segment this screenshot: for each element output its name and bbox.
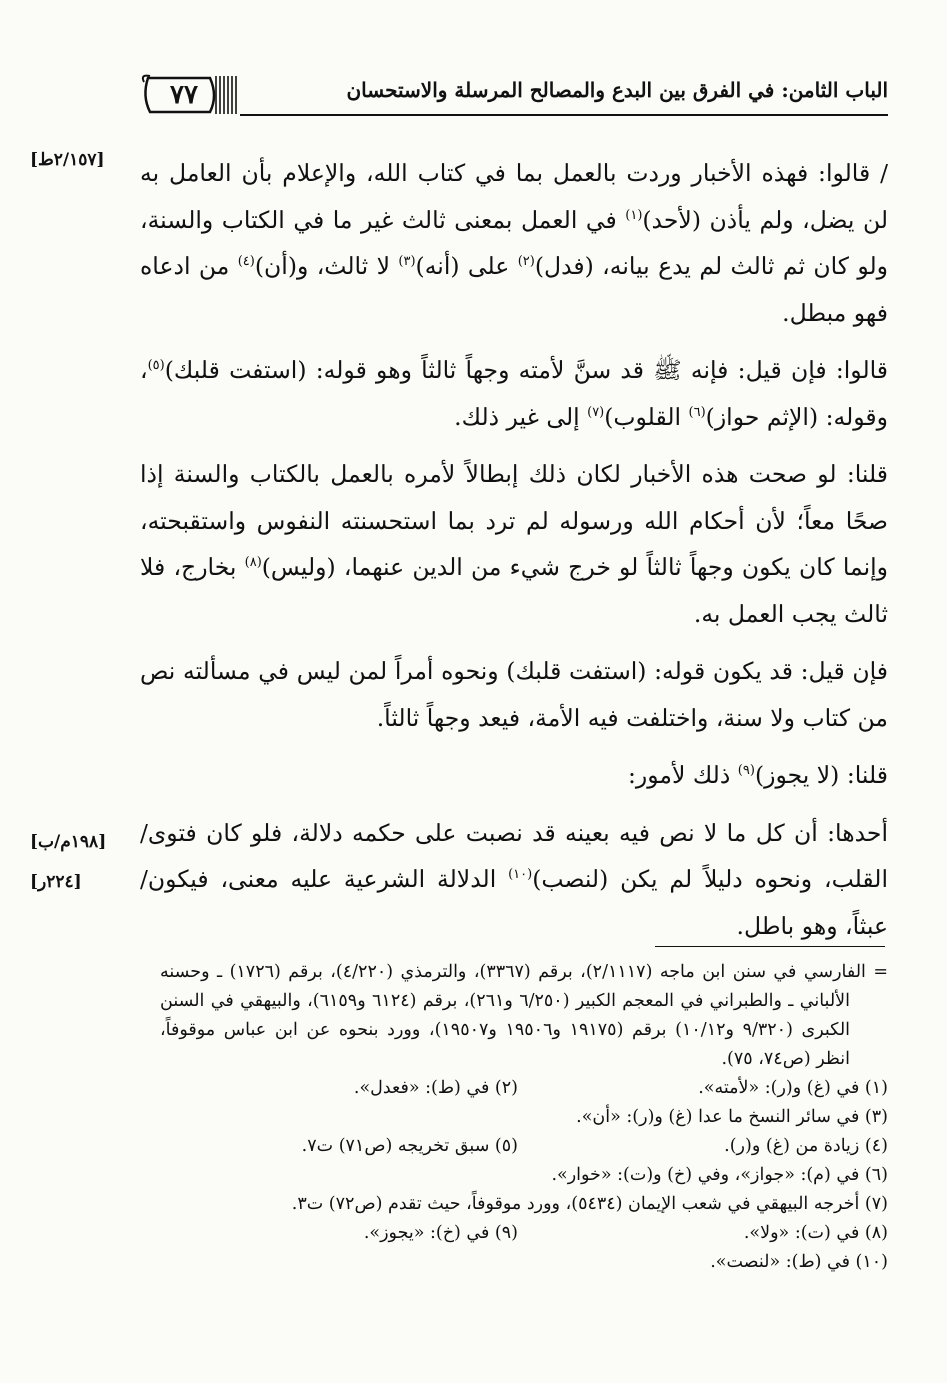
footnote-ref-10[interactable]: (١٠) [508,867,533,883]
footnote-ref-2[interactable]: (٢) [517,254,535,270]
paragraph-2: قالوا: فإن قيل: فإنه ﷺ قد سنَّ لأمته وجهاً ثالثاً وهو قوله: (استفت قلبك)$^{(٥)}$، وقوله: (الإثم حواز)$^{(٦)}$ القلوب)$^{(٧)}$ إلى غير ذلك. [140,356,888,431]
footnote-ref-4[interactable]: (٤) [237,254,255,270]
footnote-ref-7[interactable]: (٧) [587,404,605,420]
page-number: ٧٧ [170,80,198,110]
page-number-ornament [140,72,240,118]
footnote-row [160,1074,888,1103]
chapter-title: الباب الثامن: في الفرق بين البدع والمصالح المرسلة والاستحسان [346,78,888,102]
header-rule [240,114,888,116]
paragraph-3: قلنا: لو صحت هذه الأخبار لكان ذلك إبطالاً لأمره بالعمل بالكتاب والسنة إذا صحًا معاً؛ لأن أحكام الله ورسوله لم ترد بما استحسنته النفوس واستقبحته، وإنما كان يكون وجهاً ثالثاً لو خرج شيء من الدين عنهما، (وليس)$^{(٨)}$ بخارج، فلا ثالث يجب العمل به. [140,460,888,628]
margin-note-3: [٢٢٤ر] [30,872,82,892]
paragraph-4: فإن قيل: قد يكون قوله: (استفت قلبك) ونحوه أمراً لمن ليس في مسألته نص من كتاب ولا سنة، واختلفت فيه الأمة، فيعد وجهاً ثالثاً. [140,657,888,732]
footnote-separator [655,946,885,947]
footnote-6: (٦) في (م): «جواز»، وفي (خ) و(ت): «خوار». [551,1165,888,1185]
footnote-8: (٨) في (ت): «ولا». [743,1223,888,1243]
footnote-ref-8[interactable]: (٨) [244,555,262,571]
footnote-continuation: = الفارسي في سنن ابن ماجه (٢/١١١٧)، برقم (٣٣٦٧)، والترمذي (٤/٢٢٠)، برقم (١٧٢٦) ـ وحسنه الألباني ـ والطبراني في المعجم الكبير (٦/٢٥٠ و٢٦١)، برقم (٦١٢٤ و٦١٥٩)، والبيهقي في السنن الكبرى (٩/٣٢٠ و١٠/١٢) برقم (١٩١٧٥ و١٩٥٠٦ و١٩٥٠٧)، وورد بنحوه عن ابن عباس موقوفاً، انظر (ص٧٤، ٧٥). [160,962,889,1069]
footnote-ref-6[interactable]: (٦) [688,404,706,420]
footnote-row [160,1219,888,1248]
footnote-9: (٩) في (خ): «يجوز». [363,1223,518,1243]
footnote-2: (٢) في (ط): «فعدل». [353,1078,518,1098]
paragraph-1: / قالوا: فهذه الأخبار وردت بالعمل بما في كتاب الله، والإعلام بأن العامل به لن يضل، ولم يأذن (لأحد)$^{(١)}$ في العمل بمعنى ثالث غير ما في الكتاب والسنة، ولو كان ثم ثالث لم يدع بيانه، (فدل)$^{(٢)}$ على (أنه)$^{(٣)}$ لا ثالث، و(أن)$^{(٤)}$ من ادعاه فهو مبطل. [140,159,889,327]
footnote-row [160,1132,888,1161]
footnote-ref-1[interactable]: (١) [625,207,643,223]
footnote-5: (٥) سبق تخريجه (ص٧١) ت٧. [301,1136,518,1156]
main-text [140,150,888,960]
footnote-ref-3[interactable]: (٣) [398,254,416,270]
footnotes [160,958,888,1277]
margin-note-2: [١٩٨م/ب] [30,832,107,852]
footnote-7: (٧) أخرجه البيهقي في شعب الإيمان (٥٤٣٤)، وورد موقوفاً، حيث تقدم (ص٧٢) ت٣. [291,1194,888,1214]
running-header [140,62,888,122]
paragraph-6: أحدها: أن كل ما لا نص فيه بعينه قد نصبت على حكمه دلالة، فلو كان فتوى/ القلب، ونحوه دليلاً لم يكن (لنصب)$^{(١٠)}$ الدلالة الشرعية عليه معنى، فيكون/ عبثاً، وهو باطل. [140,818,888,940]
footnote-ref-5[interactable]: (٥) [147,358,165,374]
footnote-4: (٤) زيادة من (غ) و(ر). [724,1136,888,1156]
footnote-10: (١٠) في (ط): «لنصت». [710,1252,888,1272]
footnote-3: (٣) في سائر النسخ ما عدا (غ) و(ر): «أن». [576,1107,888,1127]
footnote-ref-9[interactable]: (٩) [737,763,755,779]
margin-note-1: [٢/١٥٧ط] [30,150,105,170]
paragraph-5: قلنا: (لا يجوز)$^{(٩)}$ ذلك لأمور: [628,761,888,789]
footnote-1: (١) في (غ) و(ر): «لأمته». [698,1078,888,1098]
